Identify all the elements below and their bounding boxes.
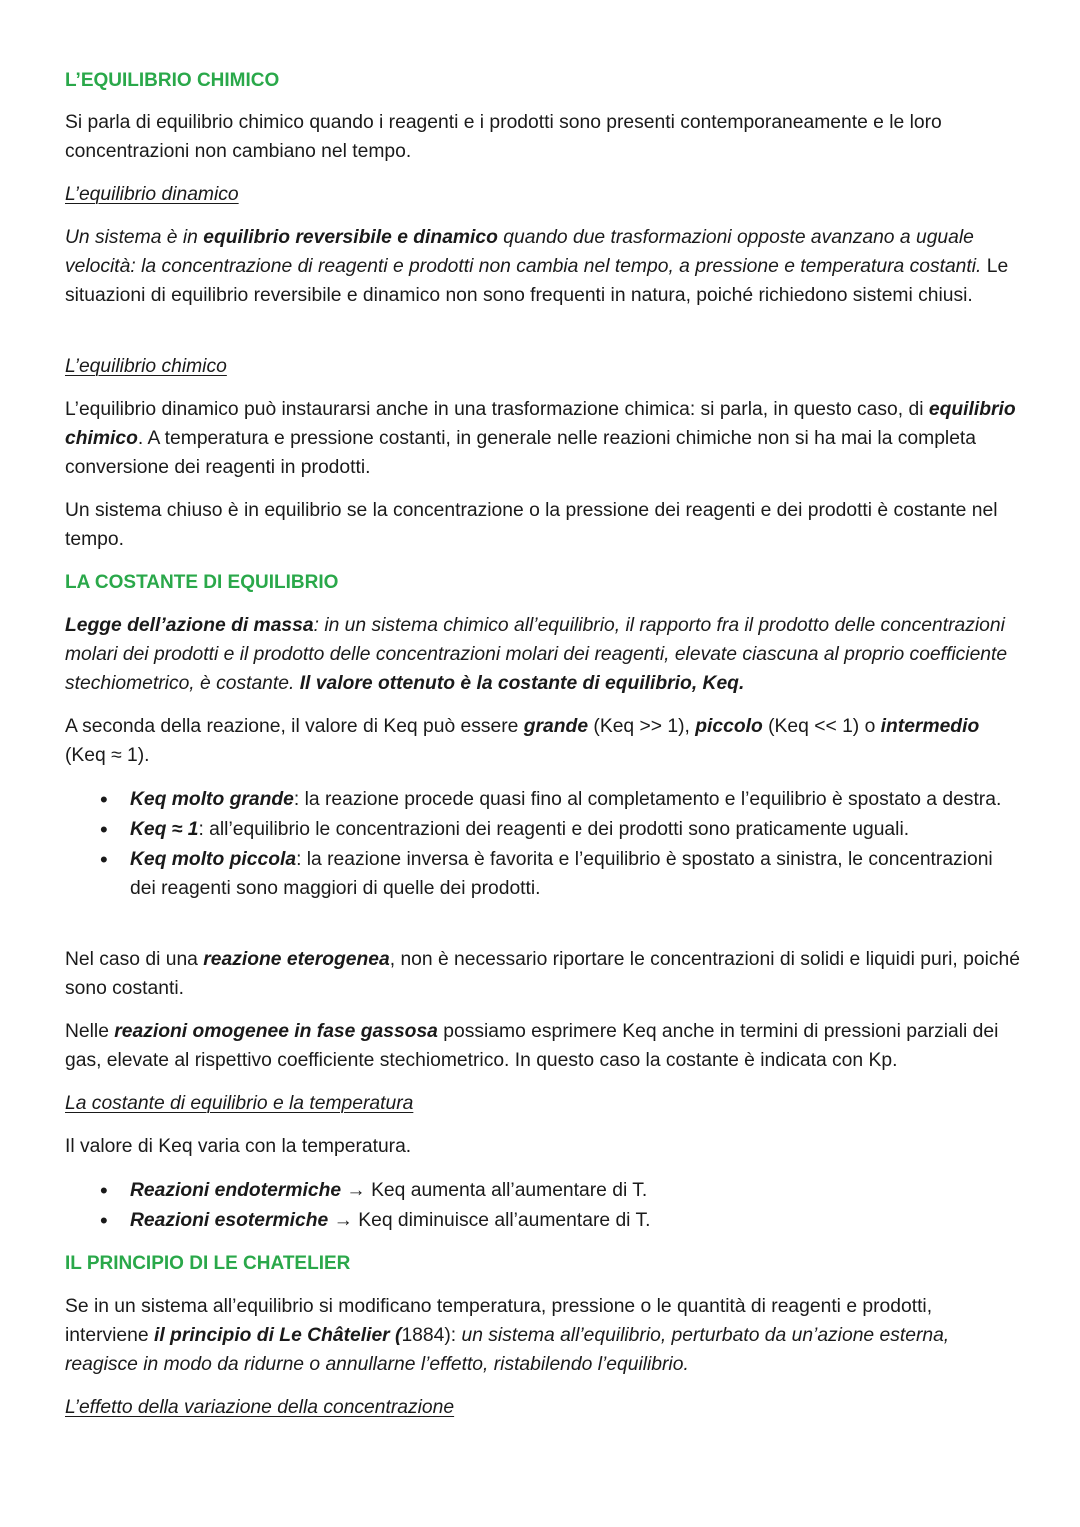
section-heading-costante: LA COSTANTE DI EQUILIBRIO (65, 572, 339, 593)
text-run: Le situazioni di equilibrio reversibile e dinamico non sono frequenti in natura, poiché richiedono sistemi chiusi. (65, 256, 1009, 306)
paragraph-fase-gassosa (65, 1017, 1020, 1075)
paragraph-reazione-eterogenea (65, 945, 1020, 1003)
subheading-variazione-concentrazione: L’effetto della variazione della concentrazione (65, 1397, 455, 1418)
bold-term: intermedio (880, 716, 980, 737)
text-run: quando due trasformazioni opposte avanzano a uguale velocità: la concentrazione di reagenti e prodotti non cambia nel tempo, a pressione e temperatura costanti. (65, 227, 982, 277)
intro-paragraph: Si parla di equilibrio chimico quando i reagenti e i prodotti sono presenti contemporaneamente e le loro concentrazioni non cambiano nel tempo. (65, 112, 942, 162)
list-item (65, 845, 1020, 903)
text-run: → Keq diminuisce all’aumentare di T. (328, 1210, 651, 1231)
list-item (65, 1176, 1020, 1205)
subheading-equilibrio-dinamico: L’equilibrio dinamico (65, 184, 239, 205)
list-item (65, 785, 1020, 814)
text-run: A seconda della reazione, il valore di Keq può essere (65, 716, 524, 737)
text-run: possiamo esprimere Keq anche in termini di pressioni parziali dei gas, elevate al rispettivo coefficiente stechiometrico. In questo caso la costante è indicata con Kp. (65, 1021, 999, 1071)
paragraph-equilibrio-dinamico (65, 223, 1020, 310)
bold-term: grande (523, 716, 589, 737)
section-heading-le-chatelier: IL PRINCIPIO DI LE CHATELIER (65, 1253, 351, 1274)
list-item (65, 815, 1020, 844)
section-heading-equilibrio-chimico: L’EQUILIBRIO CHIMICO (65, 70, 280, 91)
paragraph-sistema-chiuso: Un sistema chiuso è in equilibrio se la concentrazione o la pressione dei reagenti e dei prodotti è costante nel tempo. (65, 500, 998, 550)
text-run: : la reazione inversa è favorita e l’equilibrio è spostato a sinistra, le concentrazioni dei reagenti sono maggiori di quelle dei prodotti. (130, 849, 993, 899)
subheading-costante-temperatura: La costante di equilibrio e la temperatura (65, 1093, 414, 1114)
bold-term: reazioni omogenee in fase gassosa (114, 1021, 438, 1042)
temperature-bullet-list (65, 1176, 1020, 1236)
text-run: : all’equilibrio le concentrazioni dei reagenti e dei prodotti sono praticamente uguali. (198, 819, 910, 840)
text-run: . A temperatura e pressione costanti, in generale nelle reazioni chimiche non si ha mai la completa conversione dei reagenti in prodotti. (65, 428, 977, 478)
text-run: Se in un sistema all’equilibrio si modificano temperatura, pressione o le quantità di reagenti e prodotti, interviene (65, 1296, 933, 1346)
bold-term: Reazioni esotermiche (130, 1210, 329, 1231)
bold-term: Reazioni endotermiche (130, 1180, 342, 1201)
text-run: Nelle (65, 1021, 115, 1042)
text-run: : la reazione procede quasi fino al completamento e l’equilibrio è spostato a destra. (293, 789, 1002, 810)
text-run: , non è necessario riportare le concentrazioni di solidi e liquidi puri, poiché sono costanti. (65, 949, 1020, 999)
bold-term: equilibrio reversibile e dinamico (203, 227, 498, 248)
paragraph-principio-le-chatelier (65, 1292, 1020, 1379)
text-run: Un sistema è in (65, 227, 204, 248)
text-run: (Keq >> 1), (588, 716, 696, 737)
subheading-equilibrio-chimico: L’equilibrio chimico (65, 356, 227, 377)
bold-term: Keq molto piccola (130, 849, 297, 870)
text-run: 1884): (401, 1325, 462, 1346)
keq-bullet-list (65, 785, 1020, 904)
text-run: Nel caso di una (65, 949, 204, 970)
bold-term: Keq molto grande (130, 789, 294, 810)
text-run: L’equilibrio dinamico può instaurarsi anche in una trasformazione chimica: si parla, in questo caso, di (65, 399, 929, 420)
bold-term: il principio di Le Châtelier ( (153, 1325, 402, 1346)
paragraph-equilibrio-chimico (65, 395, 1020, 482)
text-run: un sistema all’equilibrio, perturbato da un’azione esterna, reagisce in modo da ridurne o annullarne l’effetto, ristabilendo l’equilibrio. (65, 1325, 950, 1375)
paragraph-keq-temperatura: Il valore di Keq varia con la temperatura. (65, 1136, 412, 1157)
bold-term: Il valore ottenuto è la costante di equilibrio, Keq. (299, 673, 745, 694)
text-run: (Keq << 1) o (762, 716, 881, 737)
text-run: : in un sistema chimico all’equilibrio, il rapporto fra il prodotto delle concentrazioni molari dei prodotti e il prodotto delle concentrazioni molari dei reagenti, elevate ciascuna al proprio coefficiente stechiometrico, è costante. (65, 615, 1008, 694)
bold-term: reazione eterogenea (203, 949, 390, 970)
paragraph-legge-azione-massa (65, 611, 1020, 698)
bold-term: Keq ≈ 1 (130, 819, 199, 840)
list-item (65, 1206, 1020, 1235)
bold-term: equilibrio chimico (65, 399, 1016, 449)
text-run: → Keq aumenta all’aumentare di T. (341, 1180, 648, 1201)
text-run: (Keq ≈ 1). (65, 745, 150, 766)
bold-term: Legge dell’azione di massa (65, 615, 314, 636)
bold-term: piccolo (695, 716, 763, 737)
paragraph-valore-keq (65, 712, 1020, 770)
